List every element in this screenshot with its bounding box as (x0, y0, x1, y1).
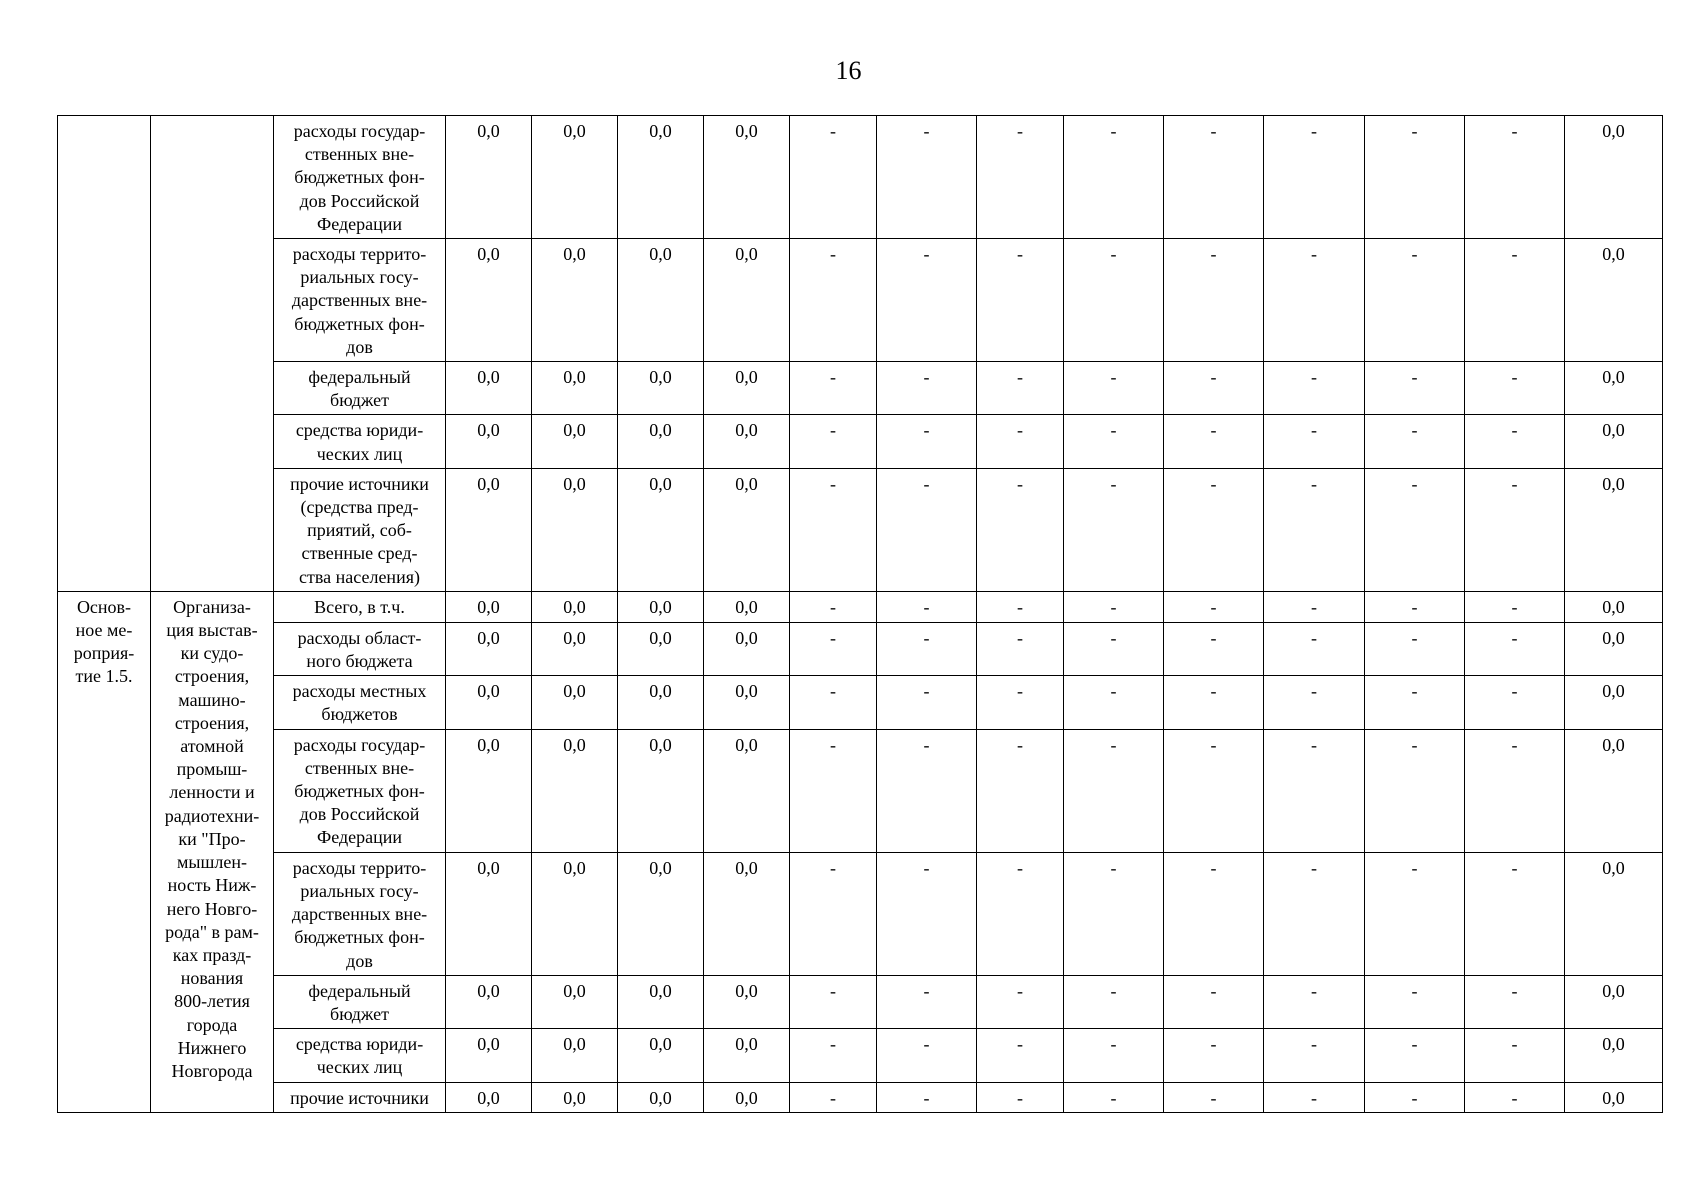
value-cell: 0,0 (532, 116, 618, 239)
activity-name-line: ленности и (169, 782, 255, 803)
value-cell: - (790, 415, 877, 468)
value-cell: - (1365, 1029, 1465, 1082)
funding-source-cell (274, 676, 446, 729)
value-cell: - (877, 116, 977, 239)
value-cell: 0,0 (446, 362, 532, 415)
funding-source-line: расходы государ- (293, 734, 426, 755)
value-cell: - (877, 591, 977, 622)
value-cell: 0,0 (532, 239, 618, 362)
activity-name-line: мышлен- (177, 852, 247, 873)
value-cell: - (1164, 239, 1264, 362)
value-cell: - (977, 729, 1064, 852)
value-cell: - (977, 116, 1064, 239)
funding-source-line: бюджетных фон- (294, 167, 425, 188)
value-cell: - (790, 591, 877, 622)
value-cell: - (1465, 1029, 1565, 1082)
value-cell: - (1064, 468, 1164, 591)
activity-code-line: роприя- (73, 643, 135, 664)
value-cell: - (1264, 362, 1365, 415)
value-cell: - (790, 116, 877, 239)
value-cell: - (790, 1082, 877, 1112)
activity-code-line: Основ- (76, 596, 132, 617)
value-cell: - (1465, 975, 1565, 1028)
budget-table (57, 115, 1663, 1113)
value-cell: 0,0 (704, 116, 790, 239)
value-cell: - (1064, 362, 1164, 415)
activity-name-line: ность Ниж- (167, 875, 257, 896)
value-cell: - (1064, 676, 1164, 729)
value-cell: - (977, 622, 1064, 675)
value-cell: 0,0 (618, 622, 704, 675)
value-cell: 0,0 (532, 591, 618, 622)
value-cell: - (790, 852, 877, 975)
value-cell: 0,0 (618, 362, 704, 415)
funding-source-line: расходы местных (292, 681, 427, 702)
value-cell: - (790, 468, 877, 591)
value-cell: - (977, 975, 1064, 1028)
activity-name-line: промыш- (176, 759, 248, 780)
funding-source-line: Федерации (316, 213, 402, 234)
value-cell: 0,0 (704, 622, 790, 675)
value-cell: 0,0 (532, 852, 618, 975)
value-cell: 0,0 (446, 676, 532, 729)
value-cell: - (790, 676, 877, 729)
value-cell: - (1465, 622, 1565, 675)
value-cell: 0,0 (532, 1029, 618, 1082)
value-cell: - (1465, 676, 1565, 729)
activity-name-line: машино- (178, 689, 246, 710)
value-cell: - (877, 676, 977, 729)
funding-source-line: Федерации (316, 827, 402, 848)
value-cell: - (1064, 1029, 1164, 1082)
value-cell: - (877, 239, 977, 362)
funding-source-line: расходы государ- (293, 121, 426, 141)
value-cell: - (790, 1029, 877, 1082)
value-cell: - (1164, 591, 1264, 622)
table-row (58, 591, 1663, 622)
activity-name-line: строения, (174, 666, 250, 687)
value-cell: - (1164, 729, 1264, 852)
value-cell: 0,0 (1565, 591, 1663, 622)
funding-source-line: дарственных вне- (291, 290, 428, 311)
table-row (58, 1029, 1663, 1082)
value-cell: - (1064, 975, 1164, 1028)
funding-source-line: бюджетных фон- (294, 313, 425, 334)
activity-code-line: тие 1.5. (75, 666, 133, 687)
funding-source-line: дов Российской (299, 190, 420, 211)
funding-source-cell (274, 622, 446, 675)
value-cell: 0,0 (446, 975, 532, 1028)
activity-name-line: ки судо- (180, 643, 244, 664)
value-cell: - (877, 852, 977, 975)
value-cell: - (1365, 591, 1465, 622)
funding-source-cell (274, 1029, 446, 1082)
activity-name-line: ках празд- (172, 944, 252, 965)
activity-name-line: Новгорода (171, 1060, 253, 1081)
value-cell: 0,0 (1565, 729, 1663, 852)
funding-source-cell (274, 591, 446, 622)
funding-source-line: средства юриди- (295, 1034, 424, 1055)
value-cell: - (1465, 239, 1565, 362)
value-cell: 0,0 (704, 415, 790, 468)
funding-source-line: бюджет (330, 1003, 389, 1024)
value-cell: - (1164, 1029, 1264, 1082)
value-cell: - (977, 362, 1064, 415)
value-cell: - (1164, 415, 1264, 468)
value-cell: - (1465, 852, 1565, 975)
page-number: 16 (835, 56, 862, 85)
activity-name-line: нования (180, 968, 244, 989)
value-cell: - (1164, 975, 1264, 1028)
funding-source-line: (средства пред- (300, 497, 419, 518)
funding-source-line: бюджет (330, 390, 389, 411)
value-cell: 0,0 (1565, 852, 1663, 975)
funding-source-cell (274, 239, 446, 362)
activity-name-line: 800-летия (174, 991, 250, 1012)
value-cell: - (1164, 1082, 1264, 1112)
table-row (58, 362, 1663, 415)
value-cell: - (790, 239, 877, 362)
value-cell: 0,0 (618, 116, 704, 239)
value-cell: - (1264, 591, 1365, 622)
table-row (58, 975, 1663, 1028)
value-cell: - (1365, 729, 1465, 852)
value-cell: 0,0 (446, 1082, 532, 1112)
value-cell: 0,0 (1565, 239, 1663, 362)
value-cell: - (1264, 622, 1365, 675)
value-cell: - (877, 1029, 977, 1082)
activity-name-line: города (186, 1014, 238, 1035)
value-cell: 0,0 (704, 1082, 790, 1112)
value-cell: - (977, 1029, 1064, 1082)
funding-source-cell (274, 362, 446, 415)
value-cell: 0,0 (618, 852, 704, 975)
funding-source-cell (274, 975, 446, 1028)
value-cell: 0,0 (1565, 415, 1663, 468)
value-cell: 0,0 (704, 1029, 790, 1082)
activity-name-line: ция выстав- (166, 620, 258, 641)
value-cell: - (1064, 852, 1164, 975)
value-cell: 0,0 (532, 676, 618, 729)
value-cell: 0,0 (704, 729, 790, 852)
value-cell: - (1164, 362, 1264, 415)
value-cell: - (1064, 116, 1164, 239)
value-cell: - (1164, 622, 1264, 675)
value-cell: - (1465, 591, 1565, 622)
value-cell: - (1164, 852, 1264, 975)
value-cell: 0,0 (618, 1082, 704, 1112)
value-cell: - (1365, 239, 1465, 362)
value-cell: 0,0 (618, 239, 704, 362)
value-cell: - (1164, 116, 1264, 239)
activity-name-line: Организа- (173, 596, 251, 617)
value-cell: - (1264, 239, 1365, 362)
funding-source-line: расходы террито- (292, 244, 427, 265)
value-cell: - (1365, 1082, 1465, 1112)
value-cell: - (977, 591, 1064, 622)
value-cell: - (1365, 975, 1465, 1028)
value-cell: 0,0 (618, 729, 704, 852)
value-cell: 0,0 (1565, 676, 1663, 729)
value-cell: - (877, 468, 977, 591)
table-row (58, 116, 1663, 239)
activity-name-line: него Новго- (166, 898, 258, 919)
funding-source-line: дарственных вне- (291, 904, 428, 925)
value-cell: - (1365, 676, 1465, 729)
value-cell: - (1264, 729, 1365, 852)
value-cell: 0,0 (1565, 468, 1663, 591)
funding-source-cell (274, 116, 446, 239)
value-cell: - (1365, 362, 1465, 415)
value-cell: 0,0 (618, 975, 704, 1028)
value-cell: 0,0 (704, 852, 790, 975)
value-cell: 0,0 (704, 591, 790, 622)
funding-source-line: бюджетных фон- (294, 927, 425, 948)
value-cell: 0,0 (446, 1029, 532, 1082)
value-cell: - (977, 852, 1064, 975)
funding-source-line: ческих лиц (316, 1057, 403, 1078)
funding-source-line: риальных госу- (300, 880, 419, 901)
value-cell: 0,0 (1565, 1029, 1663, 1082)
value-cell: - (1264, 852, 1365, 975)
funding-source-cell (274, 852, 446, 975)
table-row (58, 622, 1663, 675)
value-cell: - (977, 415, 1064, 468)
table-row (58, 1082, 1663, 1112)
value-cell: - (1164, 676, 1264, 729)
value-cell: 0,0 (618, 1029, 704, 1082)
funding-source-line: приятий, соб- (307, 520, 412, 541)
funding-source-line: ного бюджета (306, 651, 413, 672)
table-row (58, 468, 1663, 591)
value-cell: 0,0 (446, 468, 532, 591)
value-cell: 0,0 (532, 468, 618, 591)
value-cell: - (1064, 729, 1164, 852)
value-cell: - (977, 676, 1064, 729)
value-cell: 0,0 (704, 468, 790, 591)
activity-name-line: рода" в рам- (165, 921, 259, 942)
value-cell: - (1264, 468, 1365, 591)
value-cell: - (1365, 116, 1465, 239)
value-cell: 0,0 (618, 415, 704, 468)
value-cell: - (877, 622, 977, 675)
funding-source-line: расходы террито- (292, 857, 427, 878)
value-cell: - (977, 1082, 1064, 1112)
value-cell: - (1465, 729, 1565, 852)
value-cell: 0,0 (532, 729, 618, 852)
value-cell: - (877, 975, 977, 1028)
activity-code-cell (58, 116, 151, 592)
value-cell: 0,0 (1565, 362, 1663, 415)
value-cell: 0,0 (618, 591, 704, 622)
activity-name-line: Нижнего (177, 1037, 247, 1058)
value-cell: 0,0 (532, 622, 618, 675)
funding-source-line: дов Российской (299, 804, 420, 825)
value-cell: - (1365, 622, 1465, 675)
funding-source-line: ства населения) (299, 566, 420, 587)
funding-source-cell (274, 729, 446, 852)
funding-source-line: прочие источники (290, 473, 429, 494)
value-cell: - (1264, 1082, 1365, 1112)
value-cell: 0,0 (446, 239, 532, 362)
value-cell: - (1264, 975, 1365, 1028)
activity-name-cell (151, 116, 274, 592)
activity-name-line: ки "Про- (178, 828, 246, 849)
funding-source-line: расходы област- (297, 627, 422, 648)
value-cell: - (1465, 468, 1565, 591)
funding-source-cell (274, 468, 446, 591)
value-cell: - (790, 975, 877, 1028)
table-row (58, 239, 1663, 362)
value-cell: - (1465, 362, 1565, 415)
activity-name-line: радиотехни- (164, 805, 260, 826)
value-cell: - (1064, 415, 1164, 468)
value-cell: 0,0 (532, 975, 618, 1028)
funding-source-line: ственные сред- (301, 543, 418, 564)
table-row (58, 852, 1663, 975)
value-cell: - (1365, 415, 1465, 468)
funding-source-line: ственных вне- (304, 757, 415, 778)
funding-source-line: федеральный (308, 980, 411, 1001)
value-cell: 0,0 (446, 591, 532, 622)
value-cell: - (877, 415, 977, 468)
table-row (58, 676, 1663, 729)
value-cell: - (1064, 591, 1164, 622)
budget-table-body (58, 116, 1663, 1113)
value-cell: - (877, 1082, 977, 1112)
funding-source-line: риальных госу- (300, 267, 419, 288)
value-cell: 0,0 (446, 852, 532, 975)
value-cell: - (1064, 622, 1164, 675)
funding-source-line: дов (346, 950, 373, 971)
value-cell: 0,0 (1565, 1082, 1663, 1112)
value-cell: 0,0 (704, 239, 790, 362)
value-cell: - (1465, 116, 1565, 239)
value-cell: - (1465, 1082, 1565, 1112)
value-cell: - (790, 729, 877, 852)
funding-source-line: федеральный (308, 367, 411, 388)
value-cell: 0,0 (618, 468, 704, 591)
activity-name-line: атомной (180, 736, 244, 757)
value-cell: - (1264, 116, 1365, 239)
value-cell: - (1064, 239, 1164, 362)
value-cell: - (1164, 468, 1264, 591)
value-cell: 0,0 (1565, 975, 1663, 1028)
value-cell: - (1064, 1082, 1164, 1112)
value-cell: - (977, 239, 1064, 362)
value-cell: 0,0 (1565, 116, 1663, 239)
value-cell: - (1365, 468, 1465, 591)
funding-source-cell (274, 1082, 446, 1112)
value-cell: - (790, 362, 877, 415)
value-cell: 0,0 (704, 362, 790, 415)
funding-source-line: Всего, в т.ч. (314, 596, 405, 617)
value-cell: - (1365, 852, 1465, 975)
funding-source-line: бюджетных фон- (294, 781, 425, 802)
value-cell: 0,0 (446, 622, 532, 675)
value-cell: - (1465, 415, 1565, 468)
activity-code-line: ное ме- (75, 620, 133, 641)
funding-source-line: ческих лиц (316, 443, 403, 464)
value-cell: 0,0 (532, 415, 618, 468)
funding-source-line: средства юриди- (295, 420, 424, 441)
value-cell: - (790, 622, 877, 675)
value-cell: 0,0 (446, 729, 532, 852)
value-cell: - (1264, 676, 1365, 729)
table-row (58, 729, 1663, 852)
value-cell: 0,0 (532, 1082, 618, 1112)
funding-source-cell (274, 415, 446, 468)
value-cell: - (877, 362, 977, 415)
value-cell: - (1264, 1029, 1365, 1082)
funding-source-line: бюджетов (321, 704, 398, 725)
value-cell: 0,0 (618, 676, 704, 729)
value-cell: 0,0 (704, 676, 790, 729)
value-cell: - (877, 729, 977, 852)
activity-name-cell (151, 591, 274, 1112)
activity-code-cell (58, 591, 151, 1112)
funding-source-line: прочие источники (290, 1087, 429, 1108)
value-cell: 0,0 (446, 116, 532, 239)
activity-name-line: строения, (174, 712, 250, 733)
value-cell: 0,0 (446, 415, 532, 468)
value-cell: 0,0 (532, 362, 618, 415)
value-cell: 0,0 (1565, 622, 1663, 675)
value-cell: - (1264, 415, 1365, 468)
table-row (58, 415, 1663, 468)
funding-source-line: ственных вне- (304, 144, 415, 165)
value-cell: - (977, 468, 1064, 591)
funding-source-line: дов (346, 336, 373, 357)
value-cell: 0,0 (704, 975, 790, 1028)
